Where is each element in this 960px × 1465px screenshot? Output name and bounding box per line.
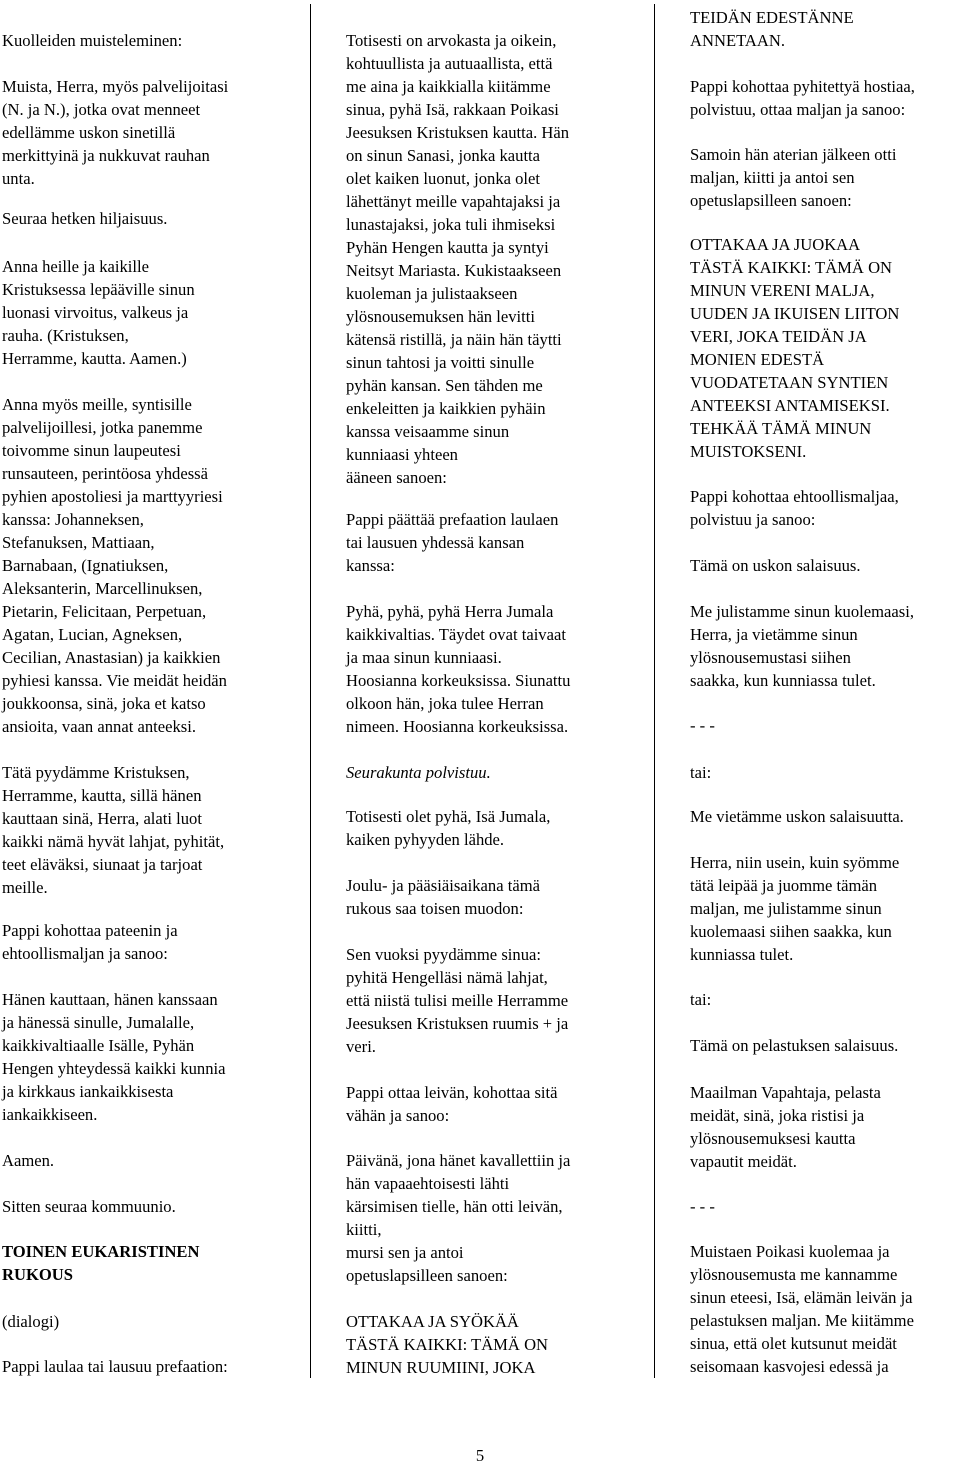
acclamation: Maailman Vapahtaja, pelasta meidät, sinä, joka ristisi ja ylösnousemuksesi kautta vapautit meidät. (690, 1083, 881, 1171)
column-2 (346, 0, 631, 1400)
rubric: Seuraa hetken hiljaisuus. (2, 209, 168, 228)
rubric: Pappi kohottaa pyhitettyä hostiaa, polvistuu, ottaa maljan ja sanoo: (690, 77, 915, 119)
rubric: Pappi kohottaa pateenin ja ehtoollismaljan ja sanoo: (2, 921, 178, 963)
page-number: 5 (475, 1446, 485, 1465)
paragraph: Tämä on pelastuksen salaisuus. (690, 1036, 899, 1055)
paragraph: Sen vuoksi pyydämme sinua: pyhitä Hengelläsi nämä lahjat, että niistä tulisi meille Herramme Jeesuksen Kristuksen ruumis + ja veri. (346, 945, 569, 1056)
paragraph: Anna myös meille, syntisille palvelijoillesi, jotka panemme toivomme sinun laupeutesi runsauteen, perintöosa yhdessä pyhien apostoliesi ja marttyyriesi kanssa: Johanneksen, Stefanuksen, Mattiaan, Barnabaan, (Ignatiuksen, Aleksanterin, Marcellinuksen, Pietarin, Felicitaan, Perpetuan, Agatan, Lucian, Agneksen, Cecilian, Anastasian) ja kaikkien pyhiesi kanssa. Vie meidät heidän joukkoonsa, sinä, joka et katso ansioita, vaan annat anteeksi. (2, 395, 227, 736)
rubric: Pappi ottaa leivän, kohottaa sitä vähän ja sanoo: (346, 1083, 558, 1125)
section-heading-second-eucharistic-prayer: TOINEN EUKARISTINEN RUKOUS (2, 1242, 200, 1284)
rubric: tai: (690, 763, 712, 782)
rubric: Pappi laulaa tai lausuu prefaation: (2, 1357, 228, 1376)
column-1 (2, 0, 302, 1400)
rubric: tai: (690, 990, 712, 1009)
paragraph: Päivänä, jona hänet kavallettiin ja hän vapaaehtoisesti lähti kärsimisen tielle, hän otti leivän, kiitti, mursi sen ja antoi opetuslapsilleen sanoen: (346, 1151, 571, 1285)
paragraph: Aamen. (2, 1151, 55, 1170)
paragraph: Muista, Herra, myös palvelijoitasi (N. ja N.), jotka ovat menneet edellämme uskon sinetillä merkittyinä ja nukkuvat rauhan unta. (2, 77, 229, 188)
paragraph: Me vietämme uskon salaisuutta. (690, 807, 904, 826)
column-divider-left (310, 4, 311, 1378)
words-of-institution-bread-end: TEIDÄN EDESTÄNNE ANNETAAN. (690, 8, 854, 50)
sanctus-text: Pyhä, pyhä, pyhä Herra Jumala kaikkivaltias. Täydet ovat taivaat ja maa sinun kunniaasi. Hoosianna korkeuksissa. Siunattu olkoon hän, joka tulee Herran nimeen. Hoosianna korkeuksissa. (346, 602, 571, 736)
paragraph: Anna heille ja kaikille Kristuksessa lepääville sinun luonasi virvoitus, valkeus ja rauha. (Kristuksen, Herramme, kautta. Aamen.) (2, 257, 195, 368)
rubric: Seurakunta polvistuu. (346, 763, 491, 782)
paragraph: Muistaen Poikasi kuolemaa ja ylösnousemusta me kannamme sinun eteesi, Isä, elämän leivän ja pelastuksen maljan. Me kiitämme sinua, että olet kutsunut meidät seisomaan kasvojesi edessä ja (690, 1242, 914, 1376)
paragraph: Hänen kauttaan, hänen kanssaan ja hänessä sinulle, Jumalalle, kaikkivaltiaalle Isälle, Pyhän Hengen yhteydessä kaikki kunnia ja kirkkaus iankaikkisesta iankaikkiseen. (2, 990, 226, 1124)
rubric: Pappi kohottaa ehtoollismaljaa, polvistuu ja sanoo: (690, 487, 899, 529)
separator: - - - (690, 716, 715, 735)
preface-text: Totisesti on arvokasta ja oikein, kohtuullista ja autuaallista, että me aina ja kaikkialla kiitämme sinua, pyhä Isä, rakkaan Poikasi Jeesuksen Kristuksen kautta. Hän on sinun Sanasi, jonka kautta olet kaiken luonut, jonka olet lähettänyt meille vapahtajaksi ja lunastajaksi, joka tuli ihmiseksi Pyhän Hengen kautta ja syntyi Neitsyt Mariasta. Kukistaakseen kuoleman ja julistaakseen ylösnousemuksen hän levitti kätensä ristillä, ja näin hän täytti sinun tahtosi ja voitti sinulle pyhän kansan. Sen tähden me enkeleitten ja kaikkien pyhäin kanssa veisaamme sinun kunniaasi yhteen ääneen sanoen: (346, 31, 570, 487)
section-heading-commemoration: Kuolleiden muisteleminen: (2, 31, 183, 50)
paragraph: Samoin hän aterian jälkeen otti maljan, kiitti ja antoi sen opetuslapsilleen sanoen: (690, 145, 897, 210)
acclamation: Herra, niin usein, kuin syömme tätä leipää ja juomme tämän maljan, me julistamme sinun kuolemaasi siihen saakka, kun kunniassa tulet. (690, 853, 900, 964)
separator: - - - (690, 1197, 715, 1216)
column-3 (690, 0, 960, 1400)
rubric: (dialogi) (2, 1312, 60, 1331)
words-of-institution-cup: OTTAKAA JA JUOKAA TÄSTÄ KAIKKI: TÄMÄ ON MINUN VERENI MALJA, UUDEN JA IKUISEN LIITON VERI, JOKA TEIDÄN JA MONIEN EDESTÄ VUODATETAAN SYNTIEN ANTEEKSI ANTAMISEKSI. TEHKÄÄ TÄMÄ MINUN MUISTOKSENI. (690, 235, 900, 461)
rubric: Joulu- ja pääsiäisaikana tämä rukous saa toisen muodon: (346, 876, 540, 918)
paragraph: Tätä pyydämme Kristuksen, Herramme, kautta, sillä hänen kauttaan sinä, Herra, alati luot kaikki nämä hyvät lahjat, pyhität, teet eläväksi, siunaat ja tarjoat meille. (2, 763, 225, 897)
paragraph: Tämä on uskon salaisuus. (690, 556, 861, 575)
acclamation: Me julistamme sinun kuolemaasi, Herra, ja vietämme sinun ylösnousemustasi siihen saakka, kun kunniassa tulet. (690, 602, 914, 690)
words-of-institution-bread: OTTAKAA JA SYÖKÄÄ TÄSTÄ KAIKKI: TÄMÄ ON MINUN RUUMIINI, JOKA (346, 1312, 549, 1377)
rubric: Pappi päättää prefaation laulaen tai lausuen yhdessä kansan kanssa: (346, 510, 559, 575)
column-divider-right (654, 4, 655, 1378)
rubric: Sitten seuraa kommuunio. (2, 1197, 176, 1216)
paragraph: Totisesti olet pyhä, Isä Jumala, kaiken pyhyyden lähde. (346, 807, 551, 849)
